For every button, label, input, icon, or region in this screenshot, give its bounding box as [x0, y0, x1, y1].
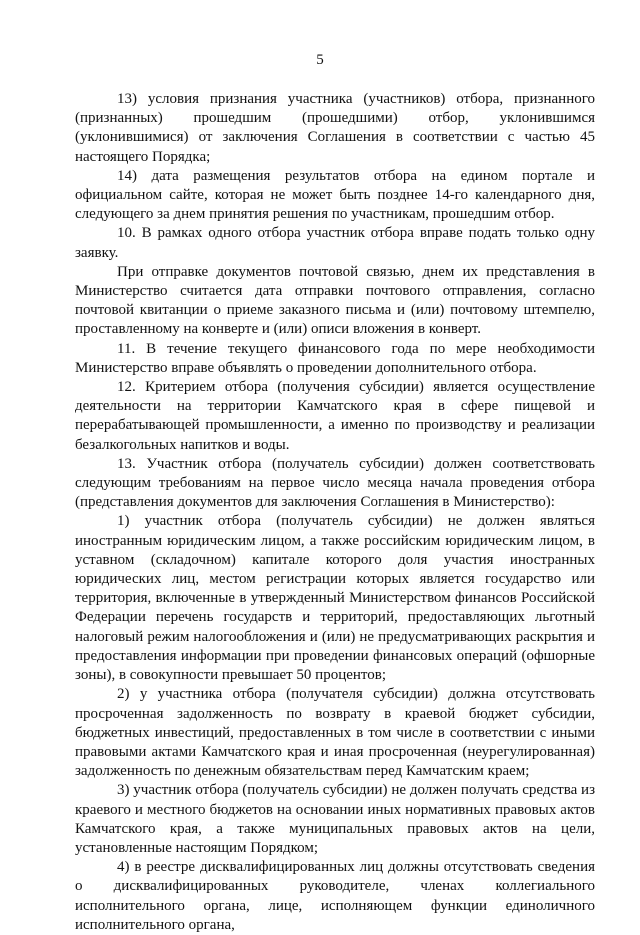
page-number: 5 [316, 52, 324, 68]
paragraph-requirement-4: 4) в реестре дисквалифицированных лиц должны отсутствовать сведения о дисквалифицированных руководителе, членах коллегиального исполнительного органа, лице, исполняющем функции единоличного исполнительного органа, [75, 859, 595, 933]
paragraph-10: 10. В рамках одного отбора участник отбора вправе подать только одну заявку. [75, 225, 595, 261]
paragraph-13: 13. Участник отбора (получатель субсидии) должен соответствовать следующим требованиям на первое число месяца начала проведения отбора (представления документов для заключения Соглашения в Министерство): [75, 455, 595, 511]
paragraph-requirement-3: 3) участник отбора (получатель субсидии) не должен получать средства из краевого и местного бюджетов на основании иных нормативных правовых актов Камчатского края, а также муниципальных правовых актов на цели, установленные настоящим Порядком; [75, 782, 595, 856]
paragraph-item-13: 13) условия признания участника (участников) отбора, признанного (признанных) прошедшим (прошедшими) отбор, уклонившимся (уклонившимися) от заключения Соглашения в соответствии с частью 45 настоящего Порядка; [75, 91, 595, 165]
paragraph-requirement-1: 1) участник отбора (получатель субсидии) не должен являться иностранным юридическим лицом, а также российским юридическим лицом, в уставном (складочном) капитале которого доля участия иностранных юридических лиц, местом регистрации которых является государство или территория, включенные в утвержденный Министерством финансов Российской Федерации перечень государств и территорий, предоставляющих льготный налоговый режим налогообложения и (или) не предусматривающих раскрытия и предоставления информации при проведении финансовых операций (офшорные зоны), в совокупности превышает 50 процентов; [75, 513, 595, 684]
paragraph-postal-submission: При отправке документов почтовой связью, днем их представления в Министерство считается дата отправки почтового отправления, согласно почтовой квитанции о приеме заказного письма и (или) почтовому штемпелю, проставленному на конверте и (или) описи вложения в конверт. [75, 263, 595, 338]
document-body [75, 90, 595, 935]
paragraph-11: 11. В течение текущего финансового года по мере необходимости Министерство вправе объявлять о проведении дополнительного отбора. [75, 340, 595, 376]
paragraph-requirement-2: 2) у участника отбора (получателя субсидии) должна отсутствовать просроченная задолженность по возврату в краевой бюджет субсидии, бюджетных инвестиций, предоставленных в том числе в соответствии с иными правовыми актами Камчатского края и иная просроченная (неурегулированная) задолженность по денежным обязательствам перед Камчатским краем; [75, 686, 595, 780]
paragraph-item-14: 14) дата размещения результатов отбора на едином портале и официальном сайте, которая не может быть позднее 14-го календарного дня, следующего за днем принятия решения по участникам, прошедшим отбор. [75, 167, 595, 223]
paragraph-12: 12. Критерием отбора (получения субсидии) является осуществление деятельности на территории Камчатского края в сфере пищевой и перерабатывающей промышленности, а именно по производству и реализации безалкогольных напитков и воды. [75, 379, 595, 453]
